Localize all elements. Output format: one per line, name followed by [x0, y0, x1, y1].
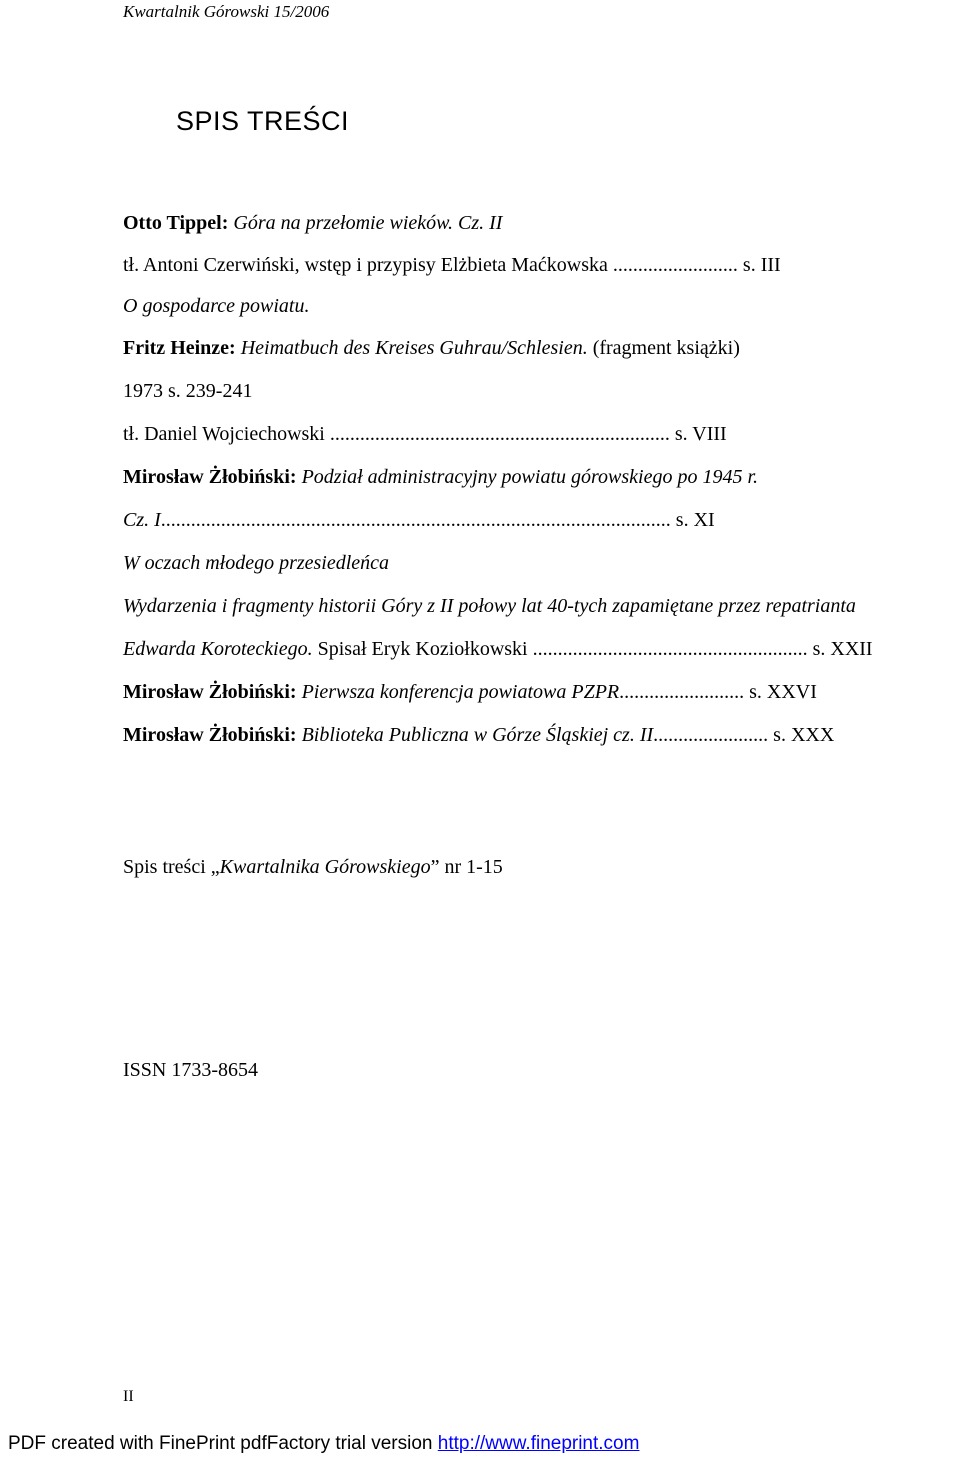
spis-tresci-line	[123, 856, 503, 879]
toc-entry-author: Mirosław Żłobiński:	[123, 724, 297, 746]
toc-entry-title: Biblioteka Publiczna w Górze Śląskiej cz. II	[301, 724, 654, 746]
toc-entry-title-cont: Cz. I	[123, 509, 161, 531]
footer-text: PDF created with FinePrint pdfFactory trial version	[8, 1433, 438, 1454]
toc-entry-1-title-line	[123, 202, 960, 245]
toc-entry-title-cont: Edwarda Koroteckiego.	[123, 638, 313, 660]
toc-entry-page: ....................... s. XXX	[653, 724, 835, 746]
toc-entry-3-page-line	[123, 499, 960, 542]
issn: ISSN 1733-8654	[123, 1059, 259, 1081]
toc-entry-title: Pierwsza konferencja powiatowa PZPR	[301, 681, 620, 703]
pdf-footer	[8, 1433, 639, 1455]
toc-entry-page: ...................................................................................................... s. XI	[160, 509, 715, 531]
toc-section-heading: W oczach młodego przesiedleńca	[123, 552, 390, 574]
fineprint-link[interactable]: http://www.fineprint.com	[437, 1433, 640, 1454]
toc-entry-note: (fragment książki)	[592, 337, 740, 359]
toc-entry-2-translator-line: tł. Daniel Wojciechowski .................................................................... s. VIII	[123, 423, 727, 445]
toc-entry-6-line	[123, 714, 960, 757]
toc-entry-author: Mirosław Żłobiński:	[123, 466, 297, 488]
page-title: SPIS TREŚCI	[176, 106, 350, 136]
toc-entry-author-note: Spisał Eryk Koziołkowski ....................................................... s. XXII	[317, 638, 873, 660]
toc-entry-1-translator-line: tł. Antoni Czerwiński, wstęp i przypisy Elżbieta Maćkowska ......................... s. III	[123, 254, 781, 276]
toc-entry-author: Mirosław Żłobiński:	[123, 681, 297, 703]
spis-prefix: Spis treści „	[123, 856, 220, 878]
toc-entry-2-title-line	[123, 327, 960, 370]
toc-entry-title: Góra na przełomie wieków. Cz. II	[233, 212, 503, 234]
toc-entry-author: Otto Tippel:	[123, 212, 229, 234]
toc-entry-4-title-line: Wydarzenia i fragmenty historii Góry z II połowy lat 40-tych zapamiętane przez repatrianta	[123, 595, 856, 617]
table-of-contents	[123, 202, 960, 757]
spis-journal: Kwartalnika Górowskiego	[219, 856, 431, 878]
toc-entry-5-line	[123, 671, 960, 714]
page-number: II	[123, 1388, 134, 1405]
toc-entry-title: Heimatbuch des Kreises Guhrau/Schlesien.	[240, 337, 588, 359]
spis-suffix: ” nr 1-15	[430, 856, 503, 878]
toc-entry-2-pages-line: 1973 s. 239-241	[123, 380, 253, 402]
toc-entry-page: ......................... s. XXVI	[619, 681, 817, 703]
toc-entry-4-page-line	[123, 628, 960, 671]
running-header: Kwartalnik Górowski 15/2006	[123, 2, 330, 21]
toc-entry-3-title-line	[123, 456, 960, 499]
toc-entry-author: Fritz Heinze:	[123, 337, 236, 359]
toc-section-heading: O gospodarce powiatu.	[123, 295, 310, 317]
toc-entry-title: Podział administracyjny powiatu górowskiego po 1945 r.	[301, 466, 759, 488]
